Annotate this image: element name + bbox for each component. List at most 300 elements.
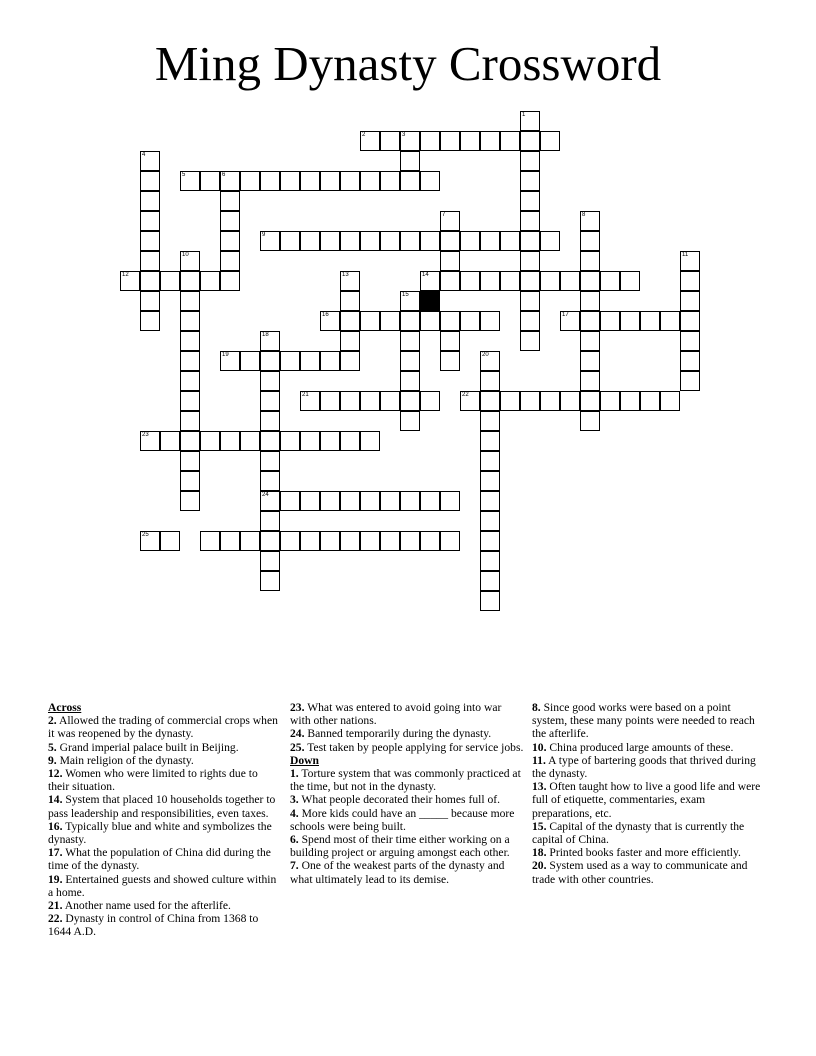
clue-item [532, 859, 768, 885]
grid-cell[interactable] [220, 171, 240, 191]
grid-cell[interactable] [480, 511, 500, 531]
clue-item [48, 793, 280, 819]
grid-cell[interactable] [480, 551, 500, 571]
grid-cell[interactable] [220, 231, 240, 251]
grid-cell[interactable] [540, 131, 560, 151]
grid-cell[interactable] [200, 531, 220, 551]
clue-item-number: 21. [48, 899, 63, 913]
grid-cell[interactable] [280, 491, 300, 511]
grid-cell[interactable] [400, 391, 420, 411]
grid-cell[interactable] [360, 311, 380, 331]
grid-block [420, 291, 440, 311]
grid-cell[interactable] [260, 431, 280, 451]
grid-cell[interactable] [220, 251, 240, 271]
clue-item [48, 820, 280, 846]
grid-cell[interactable] [360, 391, 380, 411]
grid-cell[interactable] [260, 491, 280, 511]
grid-cell[interactable] [580, 311, 600, 331]
grid-cell[interactable] [260, 411, 280, 431]
grid-cell[interactable] [520, 331, 540, 351]
grid-cell[interactable] [480, 471, 500, 491]
grid-cell[interactable] [540, 231, 560, 251]
grid-cell[interactable] [140, 211, 160, 231]
clue-item-number: 17. [48, 846, 63, 860]
grid-cell[interactable] [400, 311, 420, 331]
grid-cell[interactable] [200, 271, 220, 291]
grid-cell[interactable] [140, 151, 160, 171]
grid-cell[interactable] [520, 171, 540, 191]
grid-cell[interactable] [400, 131, 420, 151]
clue-item-text: Test taken by people applying for service jobs. [304, 740, 524, 754]
grid-cell[interactable] [600, 271, 620, 291]
clue-item-text: Capital of the dynasty that is currently the capital of China. [532, 819, 745, 847]
clue-item [290, 807, 524, 833]
clue-item-number: 15. [532, 819, 547, 833]
clue-item-number: 7. [290, 859, 299, 873]
clue-item-text: A type of bartering goods that thrived during the dynasty. [532, 753, 756, 781]
grid-cell[interactable] [640, 391, 660, 411]
grid-cell[interactable] [340, 171, 360, 191]
grid-cell[interactable] [420, 171, 440, 191]
clue-item-number: 13. [532, 780, 547, 794]
grid-cell[interactable] [340, 491, 360, 511]
clue-number: 11 [682, 252, 689, 258]
grid-cell[interactable] [560, 271, 580, 291]
grid-cell[interactable] [280, 351, 300, 371]
grid-cell[interactable] [140, 531, 160, 551]
grid-cell[interactable] [260, 371, 280, 391]
grid-cell[interactable] [180, 391, 200, 411]
grid-cell[interactable] [180, 271, 200, 291]
grid-cell[interactable] [180, 371, 200, 391]
grid-cell[interactable] [440, 211, 460, 231]
clue-item-text: More kids could have an _____ because more schools were being built. [290, 806, 515, 833]
grid-cell[interactable] [380, 231, 400, 251]
grid-cell[interactable] [140, 191, 160, 211]
grid-cell[interactable] [440, 491, 460, 511]
clue-item-number: 1. [290, 767, 299, 781]
clue-item [290, 859, 524, 885]
clue-item [532, 754, 768, 780]
grid-cell[interactable] [580, 371, 600, 391]
grid-cell[interactable] [340, 231, 360, 251]
grid-cell[interactable] [180, 251, 200, 271]
grid-cell[interactable] [500, 271, 520, 291]
grid-cell[interactable] [320, 231, 340, 251]
grid-cell[interactable] [400, 151, 420, 171]
clue-number: 1 [522, 112, 526, 118]
clue-item-number: 20. [532, 859, 547, 873]
clue-item-text: Often taught how to live a good life and were full of etiquette, commentaries, exam preparations, etc. [532, 780, 761, 820]
clue-item [532, 701, 768, 741]
grid-cell[interactable] [540, 391, 560, 411]
grid-cell[interactable] [580, 211, 600, 231]
clue-item-text: What people decorated their homes full of. [298, 793, 501, 807]
clue-item-text: Torture system that was commonly practiced at the time, but not in the dynasty. [290, 767, 521, 794]
clue-number: 13 [342, 272, 349, 278]
clue-item-text: Allowed the trading of commercial crops when it was reopened by the dynasty. [48, 714, 278, 741]
clue-item-text: Spend most of their time either working on a building project or arguing amongst each other. [290, 833, 510, 860]
grid-cell[interactable] [400, 371, 420, 391]
grid-cell[interactable] [560, 391, 580, 411]
grid-cell[interactable] [180, 431, 200, 451]
grid-cell[interactable] [300, 231, 320, 251]
grid-cell[interactable] [460, 311, 480, 331]
grid-cell[interactable] [580, 331, 600, 351]
grid-cell[interactable] [460, 391, 480, 411]
grid-cell[interactable] [380, 171, 400, 191]
clue-item-text: Entertained guests and showed culture within a home. [48, 872, 277, 899]
grid-cell[interactable] [140, 271, 160, 291]
clue-item [48, 714, 280, 740]
grid-cell[interactable] [300, 351, 320, 371]
grid-cell[interactable] [400, 351, 420, 371]
grid-cell[interactable] [260, 571, 280, 591]
grid-cell[interactable] [440, 231, 460, 251]
grid-cell[interactable] [480, 351, 500, 371]
grid-cell[interactable] [400, 231, 420, 251]
grid-cell[interactable] [480, 271, 500, 291]
grid-cell[interactable] [260, 511, 280, 531]
grid-cell[interactable] [360, 531, 380, 551]
clue-item [532, 846, 768, 859]
clue-item-text: Since good works were based on a point system, these many points were needed to reach the afterlife. [532, 701, 755, 741]
clue-item [532, 741, 768, 754]
grid-cell[interactable] [280, 431, 300, 451]
grid-cell[interactable] [560, 311, 580, 331]
clue-number: 23 [142, 432, 149, 438]
clue-item-text: Another name used for the afterlife. [62, 899, 231, 913]
grid-cell[interactable] [480, 591, 500, 611]
grid-cell[interactable] [260, 531, 280, 551]
clue-item-number: 23. [290, 701, 305, 714]
grid-cell[interactable] [400, 331, 420, 351]
grid-cell[interactable] [340, 311, 360, 331]
clue-item-text: Printed books faster and more efficiently. [546, 846, 741, 860]
grid-cell[interactable] [300, 531, 320, 551]
grid-cell[interactable] [540, 271, 560, 291]
grid-cell[interactable] [240, 431, 260, 451]
clue-item-number: 19. [48, 872, 63, 886]
grid-cell[interactable] [580, 411, 600, 431]
grid-cell[interactable] [420, 491, 440, 511]
clue-item-number: 18. [532, 846, 547, 860]
grid-cell[interactable] [420, 231, 440, 251]
grid-cell[interactable] [360, 431, 380, 451]
grid-cell[interactable] [140, 291, 160, 311]
grid-cell[interactable] [340, 431, 360, 451]
clue-item-text: System that placed 10 households together to pass leadership and responsibilities, even taxes. [48, 793, 276, 820]
clue-item-number: 6. [290, 833, 299, 847]
grid-cell[interactable] [180, 491, 200, 511]
grid-cell[interactable] [420, 391, 440, 411]
grid-cell[interactable] [320, 531, 340, 551]
grid-cell[interactable] [460, 271, 480, 291]
grid-cell[interactable] [180, 411, 200, 431]
grid-cell[interactable] [680, 271, 700, 291]
grid-cell[interactable] [340, 291, 360, 311]
grid-cell[interactable] [520, 131, 540, 151]
grid-cell[interactable] [360, 231, 380, 251]
grid-cell[interactable] [220, 191, 240, 211]
grid-cell[interactable] [580, 351, 600, 371]
grid-cell[interactable] [160, 431, 180, 451]
clue-item-number: 8. [532, 701, 541, 714]
clue-item [48, 912, 280, 938]
clue-item [48, 873, 280, 899]
grid-cell[interactable] [280, 171, 300, 191]
grid-cell[interactable] [440, 271, 460, 291]
clue-number: 3 [402, 132, 406, 138]
grid-cell[interactable] [480, 131, 500, 151]
clue-item-number: 9. [48, 753, 57, 767]
grid-cell[interactable] [260, 471, 280, 491]
grid-cell[interactable] [520, 111, 540, 131]
grid-cell[interactable] [480, 531, 500, 551]
clue-item-text: One of the weakest parts of the dynasty and what ultimately lead to its demise. [290, 859, 505, 886]
grid-cell[interactable] [580, 251, 600, 271]
clue-item [48, 754, 280, 767]
clue-item [48, 899, 280, 912]
grid-cell[interactable] [480, 231, 500, 251]
grid-cell[interactable] [520, 211, 540, 231]
clue-item-number: 16. [48, 819, 63, 833]
grid-cell[interactable] [480, 431, 500, 451]
grid-cell[interactable] [480, 451, 500, 471]
clue-item-text: Dynasty in control of China from 1368 to 1644 A.D. [48, 912, 259, 939]
grid-cell[interactable] [140, 231, 160, 251]
grid-cell[interactable] [480, 571, 500, 591]
grid-cell[interactable] [160, 531, 180, 551]
grid-cell[interactable] [520, 231, 540, 251]
clue-number: 4 [142, 152, 146, 158]
grid-cell[interactable] [240, 351, 260, 371]
grid-cell[interactable] [320, 491, 340, 511]
grid-cell[interactable] [360, 171, 380, 191]
grid-cell[interactable] [680, 291, 700, 311]
grid-cell[interactable] [220, 211, 240, 231]
across-heading: Across [48, 701, 82, 714]
clue-item [48, 741, 280, 754]
grid-cell[interactable] [660, 391, 680, 411]
grid-cell[interactable] [220, 271, 240, 291]
grid-cell[interactable] [400, 171, 420, 191]
grid-cell[interactable] [580, 391, 600, 411]
grid-cell[interactable] [480, 391, 500, 411]
grid-cell[interactable] [400, 411, 420, 431]
grid-cell[interactable] [480, 491, 500, 511]
grid-cell[interactable] [200, 431, 220, 451]
grid-cell[interactable] [300, 391, 320, 411]
grid-cell[interactable] [340, 531, 360, 551]
clue-number: 12 [122, 272, 129, 278]
clues-column-3 [532, 701, 768, 886]
grid-cell[interactable] [500, 131, 520, 151]
grid-cell[interactable] [440, 311, 460, 331]
grid-cell[interactable] [240, 531, 260, 551]
grid-cell[interactable] [480, 311, 500, 331]
grid-cell[interactable] [260, 171, 280, 191]
clue-item [532, 780, 768, 820]
clue-number: 21 [302, 392, 309, 398]
clue-number: 24 [262, 492, 269, 498]
clues-column-1 [48, 701, 280, 939]
grid-cell[interactable] [180, 351, 200, 371]
clue-item-number: 5. [48, 740, 57, 754]
grid-cell[interactable] [440, 331, 460, 351]
grid-cell[interactable] [680, 331, 700, 351]
grid-cell[interactable] [420, 531, 440, 551]
grid-cell[interactable] [580, 271, 600, 291]
grid-cell[interactable] [400, 491, 420, 511]
grid-cell[interactable] [120, 271, 140, 291]
clue-item-text: System used as a way to communicate and trade with other countries. [532, 859, 748, 886]
grid-cell[interactable] [280, 231, 300, 251]
grid-cell[interactable] [300, 491, 320, 511]
grid-cell[interactable] [660, 311, 680, 331]
grid-cell[interactable] [240, 171, 260, 191]
clue-number: 5 [182, 172, 186, 178]
grid-cell[interactable] [180, 451, 200, 471]
clue-item-text: China produced large amounts of these. [546, 740, 734, 754]
grid-cell[interactable] [180, 311, 200, 331]
grid-cell[interactable] [520, 191, 540, 211]
grid-cell[interactable] [160, 271, 180, 291]
grid-cell[interactable] [340, 351, 360, 371]
grid-cell[interactable] [320, 171, 340, 191]
grid-cell[interactable] [680, 371, 700, 391]
grid-cell[interactable] [260, 331, 280, 351]
grid-cell[interactable] [520, 271, 540, 291]
clue-number: 22 [462, 392, 469, 398]
grid-cell[interactable] [260, 351, 280, 371]
grid-cell[interactable] [420, 271, 440, 291]
grid-cell[interactable] [580, 231, 600, 251]
grid-cell[interactable] [380, 531, 400, 551]
grid-cell[interactable] [360, 131, 380, 151]
grid-cell[interactable] [340, 331, 360, 351]
grid-cell[interactable] [460, 131, 480, 151]
grid-cell[interactable] [140, 251, 160, 271]
grid-cell[interactable] [600, 391, 620, 411]
clue-item-number: 22. [48, 912, 63, 926]
clue-number: 20 [482, 352, 489, 358]
clue-item-number: 12. [48, 767, 63, 781]
clue-item-number: 2. [48, 714, 57, 728]
clue-number: 19 [222, 352, 229, 358]
grid-cell[interactable] [440, 531, 460, 551]
clue-item-text: Banned temporarily during the dynasty. [304, 727, 492, 741]
grid-cell[interactable] [380, 311, 400, 331]
grid-cell[interactable] [380, 491, 400, 511]
grid-cell[interactable] [380, 391, 400, 411]
grid-cell[interactable] [220, 351, 240, 371]
grid-cell[interactable] [400, 291, 420, 311]
grid-cell[interactable] [260, 451, 280, 471]
clue-number: 7 [442, 212, 446, 218]
grid-cell[interactable] [440, 131, 460, 151]
grid-cell[interactable] [500, 231, 520, 251]
grid-cell[interactable] [320, 431, 340, 451]
grid-cell[interactable] [140, 311, 160, 331]
clue-number: 9 [262, 232, 266, 238]
clue-item-text: What was entered to avoid going into war with other nations. [290, 701, 502, 728]
grid-cell[interactable] [440, 351, 460, 371]
grid-cell[interactable] [520, 251, 540, 271]
grid-cell[interactable] [180, 291, 200, 311]
grid-cell[interactable] [340, 391, 360, 411]
grid-cell[interactable] [680, 311, 700, 331]
grid-cell[interactable] [420, 311, 440, 331]
clue-item [290, 701, 524, 727]
grid-cell[interactable] [140, 171, 160, 191]
grid-cell[interactable] [500, 391, 520, 411]
grid-cell[interactable] [520, 311, 540, 331]
grid-cell[interactable] [640, 311, 660, 331]
grid-cell[interactable] [480, 371, 500, 391]
grid-cell[interactable] [280, 531, 300, 551]
clue-item-number: 4. [290, 806, 299, 820]
grid-cell[interactable] [300, 431, 320, 451]
grid-cell[interactable] [320, 391, 340, 411]
grid-cell[interactable] [520, 391, 540, 411]
grid-cell[interactable] [260, 551, 280, 571]
grid-cell[interactable] [200, 171, 220, 191]
grid-cell[interactable] [220, 531, 240, 551]
grid-cell[interactable] [680, 251, 700, 271]
page-title: Ming Dynasty Crossword [154, 36, 662, 91]
grid-cell[interactable] [620, 271, 640, 291]
grid-cell[interactable] [260, 391, 280, 411]
clue-number: 2 [362, 132, 366, 138]
grid-cell[interactable] [400, 531, 420, 551]
grid-cell[interactable] [180, 471, 200, 491]
clue-item [290, 767, 524, 793]
grid-cell[interactable] [180, 171, 200, 191]
grid-cell[interactable] [440, 251, 460, 271]
clues-column-2 [290, 701, 524, 886]
clue-number: 18 [262, 332, 269, 338]
grid-cell[interactable] [340, 271, 360, 291]
grid-cell[interactable] [520, 151, 540, 171]
grid-cell[interactable] [180, 331, 200, 351]
grid-cell[interactable] [600, 311, 620, 331]
grid-cell[interactable] [460, 231, 480, 251]
clue-number: 10 [182, 252, 189, 258]
grid-cell[interactable] [220, 431, 240, 451]
clue-item [290, 833, 524, 859]
grid-cell[interactable] [680, 351, 700, 371]
grid-cell[interactable] [480, 411, 500, 431]
grid-cell[interactable] [620, 391, 640, 411]
grid-cell[interactable] [320, 311, 340, 331]
grid-cell[interactable] [140, 431, 160, 451]
grid-cell[interactable] [520, 291, 540, 311]
grid-cell[interactable] [320, 351, 340, 371]
grid-cell[interactable] [380, 131, 400, 151]
clue-item [290, 793, 524, 806]
clue-item [48, 767, 280, 793]
grid-cell[interactable] [620, 311, 640, 331]
grid-cell[interactable] [300, 171, 320, 191]
clue-item [48, 846, 280, 872]
grid-cell[interactable] [260, 231, 280, 251]
clue-number: 17 [562, 312, 569, 318]
grid-cell[interactable] [580, 291, 600, 311]
clue-item-number: 3. [290, 793, 299, 807]
grid-cell[interactable] [420, 131, 440, 151]
grid-cell[interactable] [360, 491, 380, 511]
